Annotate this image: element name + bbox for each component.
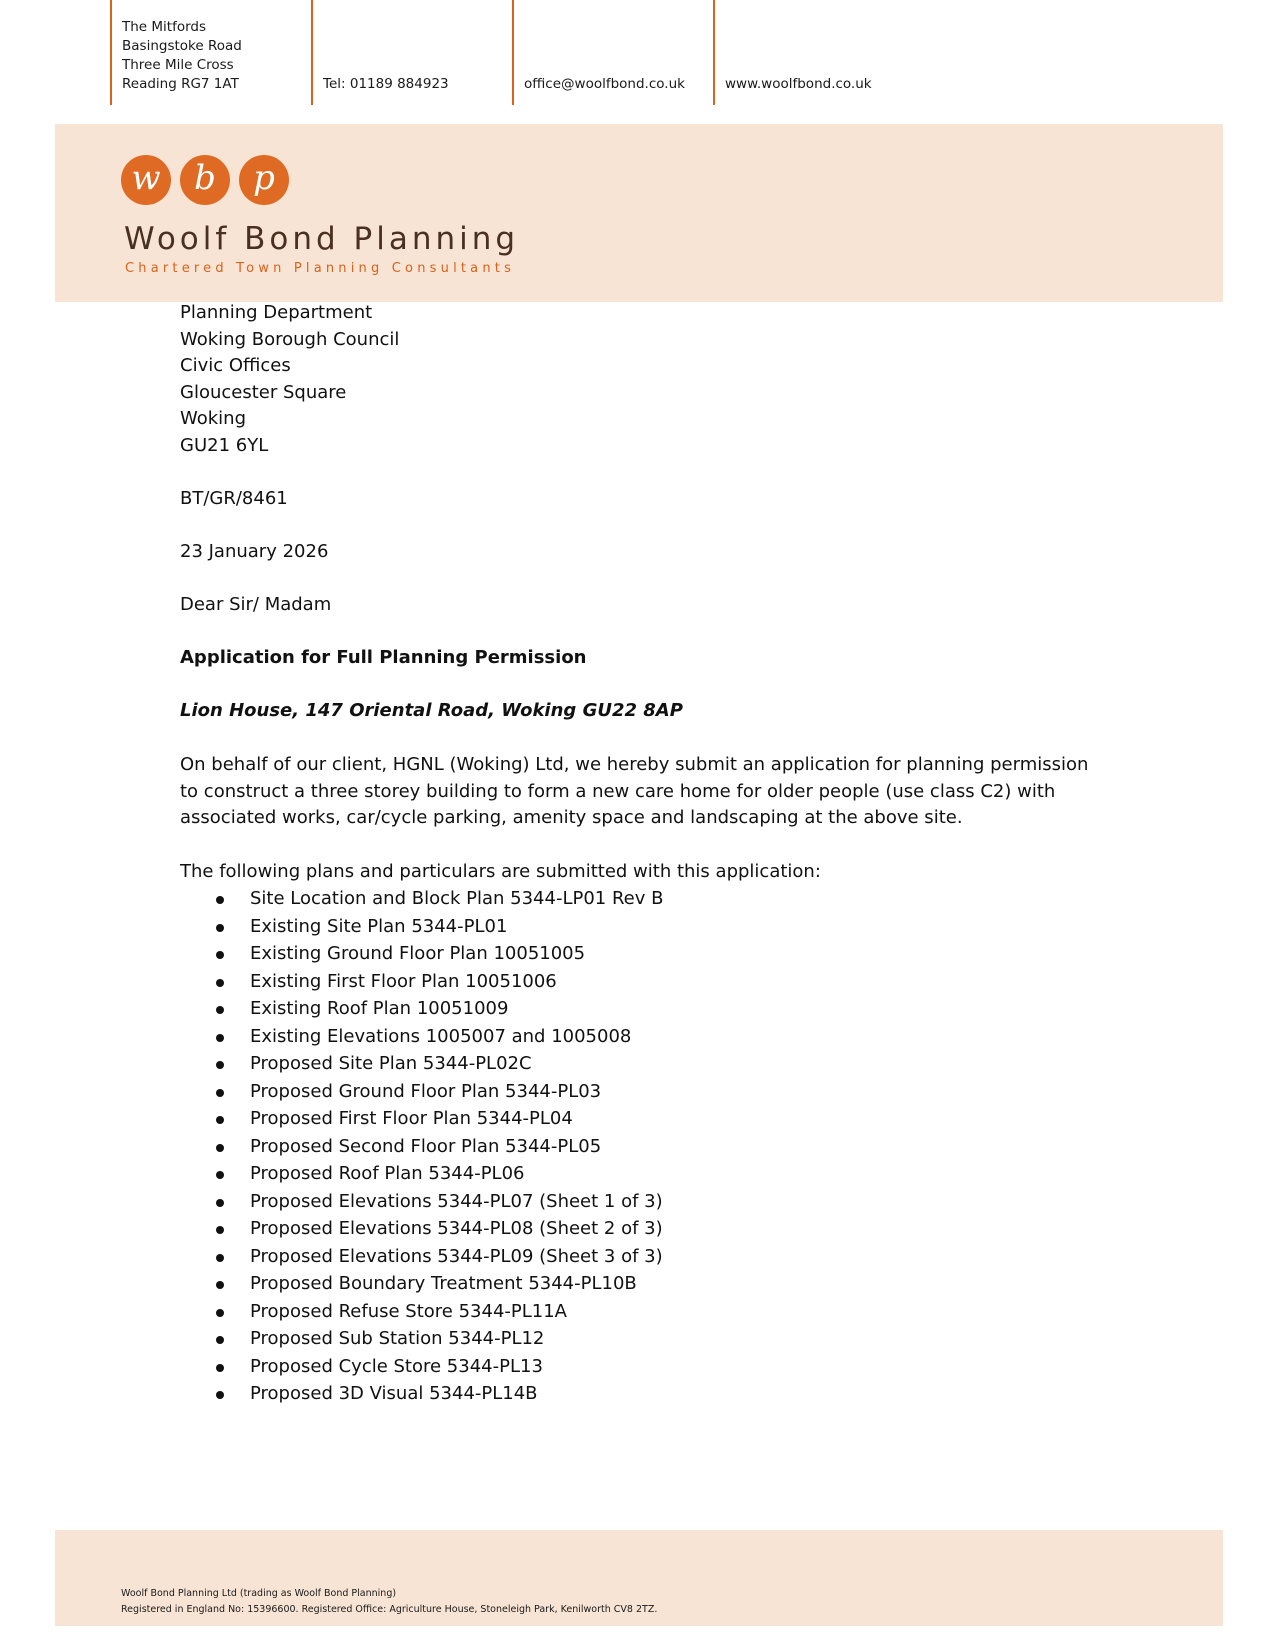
email-link[interactable]: office@woolfbond.co.uk: [524, 76, 685, 92]
list-item: Proposed Elevations 5344-PL09 (Sheet 3 of 3): [180, 1244, 1120, 1272]
footer-registration: [121, 1586, 657, 1618]
reference: BT/GR/8461: [180, 488, 288, 509]
phone-number: Tel: 01189 884923: [323, 76, 449, 92]
recipient-line: Planning Department: [180, 302, 373, 323]
recipient-line: Gloucester Square: [180, 381, 347, 403]
contact-address: [110, 0, 310, 105]
recipient-line: GU21 6YL: [180, 434, 269, 456]
list-item: Proposed 3D Visual 5344-PL14B: [180, 1381, 1120, 1409]
list-item: Proposed Boundary Treatment 5344-PL10B: [180, 1271, 1120, 1299]
list-item: Proposed Ground Floor Plan 5344-PL03: [180, 1079, 1120, 1107]
list-item: Existing Ground Floor Plan 10051005: [180, 941, 1120, 969]
site-heading: Lion House, 147 Oriental Road, Woking GU22 8AP: [180, 700, 683, 721]
list-item: Existing Site Plan 5344-PL01: [180, 914, 1120, 942]
list-item: Proposed First Floor Plan 5344-PL04: [180, 1106, 1120, 1134]
contact-website: [713, 0, 953, 105]
list-item: Proposed Sub Station 5344-PL12: [180, 1326, 1120, 1354]
contact-email: [512, 0, 712, 105]
list-item: Proposed Elevations 5344-PL07 (Sheet 1 of 3): [180, 1189, 1120, 1217]
list-item: Proposed Second Floor Plan 5344-PL05: [180, 1134, 1120, 1162]
list-item: Proposed Elevations 5344-PL08 (Sheet 2 of 3): [180, 1216, 1120, 1244]
plans-intro: The following plans and particulars are submitted with this application:: [180, 861, 821, 882]
list-item: Proposed Site Plan 5344-PL02C: [180, 1051, 1120, 1079]
logo: [121, 155, 298, 205]
list-item: Proposed Roof Plan 5344-PL06: [180, 1161, 1120, 1189]
recipient-line: Woking: [180, 408, 247, 429]
address-line: Three Mile Cross: [122, 57, 234, 73]
recipient-line: Woking Borough Council: [180, 328, 400, 350]
logo-circle-p: p: [239, 155, 289, 205]
address-line: Reading RG7 1AT: [122, 76, 239, 92]
list-item: Proposed Refuse Store 5344-PL11A: [180, 1299, 1120, 1327]
brand-name: Woolf Bond Planning: [124, 221, 520, 257]
salutation: Dear Sir/ Madam: [180, 594, 332, 615]
website-link[interactable]: www.woolfbond.co.uk: [725, 76, 872, 92]
plans-list: [180, 886, 1120, 1409]
list-item: Existing First Floor Plan 10051006: [180, 969, 1120, 997]
letter-date: 23 January 2026: [180, 541, 329, 562]
plans-list-container: [180, 886, 1120, 1409]
logo-circle-b: b: [180, 155, 230, 205]
footer-line: Woolf Bond Planning Ltd (trading as Woolf Bond Planning): [121, 1588, 397, 1599]
contact-phone: [311, 0, 511, 105]
subject-heading: Application for Full Planning Permission: [180, 647, 587, 668]
recipient-line: Civic Offices: [180, 355, 291, 376]
letterhead-band: [55, 124, 1223, 302]
footer-band: [55, 1530, 1223, 1626]
list-item: Existing Elevations 1005007 and 1005008: [180, 1024, 1120, 1052]
logo-circle-w: w: [121, 155, 171, 205]
list-item: Site Location and Block Plan 5344-LP01 Rev B: [180, 886, 1120, 914]
intro-paragraph: On behalf of our client, HGNL (Woking) Ltd, we hereby submit an application for planning permission to construct a three storey building to form a new care home for older people (use class C2) with associated works, car/cycle parking, amenity space and landscaping at the above site.: [180, 754, 1089, 828]
list-item: Proposed Cycle Store 5344-PL13: [180, 1354, 1120, 1382]
recipient-address: [180, 300, 1120, 459]
brand-tagline: Chartered Town Planning Consultants: [125, 261, 516, 276]
footer-line: Registered in England No: 15396600. Registered Office: Agriculture House, Stoneleigh Park, Kenilworth CV8 2TZ.: [121, 1604, 658, 1615]
address-line: The Mitfords: [122, 19, 207, 35]
list-item: Existing Roof Plan 10051009: [180, 996, 1120, 1024]
address-line: Basingstoke Road: [122, 38, 242, 54]
